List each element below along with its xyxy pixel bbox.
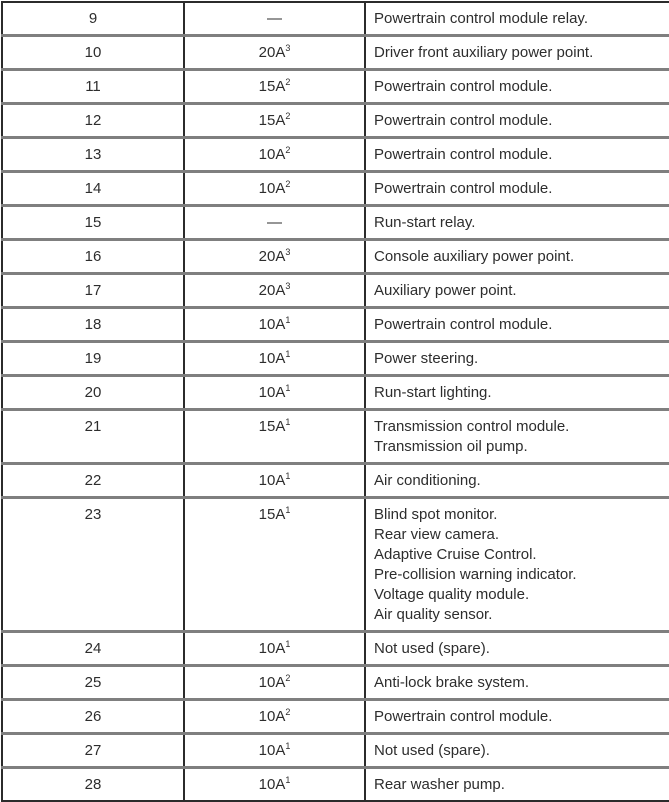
description-line: Powertrain control module.	[374, 708, 553, 725]
table-row	[2, 36, 669, 70]
description-line: Powertrain control module.	[374, 316, 553, 333]
description-line: Not used (spare).	[374, 640, 490, 657]
fuse-number: 19	[84, 350, 102, 367]
table-row	[2, 464, 669, 498]
fuse-number: 11	[85, 78, 101, 95]
rating-superscript: 2	[285, 77, 291, 87]
fuse-description-cell	[365, 172, 669, 206]
fuse-rating: 15A	[258, 506, 286, 523]
fuse-rating: 20A	[258, 282, 286, 299]
fuse-number: 18	[84, 316, 102, 333]
description-line: Voltage quality module.	[374, 586, 530, 603]
fuse-number-cell	[2, 376, 184, 410]
description-line: Not used (spare).	[374, 742, 490, 759]
description-line: Transmission control module.	[374, 418, 570, 435]
table-row	[2, 206, 669, 240]
rating-superscript: 1	[285, 315, 291, 325]
fuse-rating: 20A	[258, 44, 286, 61]
fuse-rating: 15A	[258, 418, 286, 435]
fuse-rating: 10A	[258, 472, 286, 489]
rating-superscript: 1	[285, 471, 291, 481]
description-line: Transmission oil pump.	[374, 438, 528, 455]
fuse-description-cell	[365, 632, 669, 666]
table-row	[2, 666, 669, 700]
fuse-number-cell	[2, 342, 184, 376]
description-line: Air conditioning.	[374, 472, 481, 489]
fuse-number: 10	[84, 44, 102, 61]
rating-superscript: 2	[285, 145, 291, 155]
rating-superscript: 1	[285, 417, 291, 427]
fuse-rating-cell	[184, 376, 365, 410]
rating-superscript: 3	[285, 43, 291, 53]
table-row	[2, 734, 669, 768]
fuse-number: 13	[84, 146, 102, 163]
fuse-rating: 10A	[258, 316, 286, 333]
fuse-number: 25	[84, 674, 102, 691]
fuse-number-cell	[2, 308, 184, 342]
fuse-rating-cell	[184, 172, 365, 206]
description-line: Powertrain control module.	[374, 180, 553, 197]
fuse-rating-cell	[184, 2, 365, 36]
fuse-rating: 10A	[258, 146, 286, 163]
fuse-rating-cell	[184, 138, 365, 172]
table-row	[2, 172, 669, 206]
table-row	[2, 410, 669, 464]
table-row	[2, 632, 669, 666]
fuse-description-cell	[365, 308, 669, 342]
description-line: Blind spot monitor.	[374, 506, 498, 523]
fuse-description-cell	[365, 104, 669, 138]
fuse-number: 28	[84, 776, 102, 793]
fuse-description-cell	[365, 2, 669, 36]
fuse-description-cell	[365, 36, 669, 70]
fuse-number-cell	[2, 172, 184, 206]
fuse-description-cell	[365, 138, 669, 172]
table-row	[2, 308, 669, 342]
fuse-rating: 20A	[258, 248, 286, 265]
fuse-number: 23	[84, 506, 102, 523]
fuse-rating-cell	[184, 104, 365, 138]
description-line: Rear view camera.	[374, 526, 500, 543]
rating-superscript: 2	[285, 673, 291, 683]
fuse-table	[1, 1, 669, 802]
description-line: Run-start relay.	[374, 214, 476, 231]
fuse-number-cell	[2, 274, 184, 308]
rating-superscript: 1	[285, 639, 291, 649]
fuse-number-cell	[2, 666, 184, 700]
fuse-rating-cell	[184, 308, 365, 342]
fuse-rating: 15A	[258, 112, 286, 129]
fuse-rating: 10A	[258, 350, 286, 367]
description-line: Powertrain control module relay.	[374, 10, 588, 27]
fuse-number-cell	[2, 36, 184, 70]
description-line: Powertrain control module.	[374, 78, 553, 95]
table-row	[2, 376, 669, 410]
fuse-description-cell	[365, 240, 669, 274]
table-row	[2, 342, 669, 376]
fuse-description-cell	[365, 274, 669, 308]
fuse-rating: 10A	[258, 640, 286, 657]
fuse-rating-cell	[184, 240, 365, 274]
fuse-number-cell	[2, 700, 184, 734]
rating-superscript: 3	[285, 281, 291, 291]
fuse-description-cell	[365, 464, 669, 498]
rating-superscript: 1	[285, 775, 291, 785]
fuse-number: 17	[84, 282, 102, 299]
fuse-description-cell	[365, 342, 669, 376]
rating-superscript: 2	[285, 111, 291, 121]
fuse-description-cell	[365, 498, 669, 632]
fuse-number: 16	[84, 248, 102, 265]
fuse-number: 12	[84, 112, 102, 129]
fuse-rating: —	[267, 214, 282, 231]
description-line: Driver front auxiliary power point.	[374, 44, 594, 61]
fuse-rating: 10A	[258, 742, 286, 759]
fuse-number: 9	[88, 10, 98, 27]
description-line: Rear washer pump.	[374, 776, 505, 793]
description-line: Anti-lock brake system.	[374, 674, 530, 691]
fuse-description-cell	[365, 410, 669, 464]
fuse-rating-cell	[184, 70, 365, 104]
fuse-rating: 15A	[258, 78, 286, 95]
fuse-number: 24	[84, 640, 102, 657]
description-line: Console auxiliary power point.	[374, 248, 575, 265]
table-row	[2, 70, 669, 104]
description-line: Pre-collision warning indicator.	[374, 566, 577, 583]
fuse-number: 20	[84, 384, 102, 401]
description-line: Adaptive Cruise Control.	[374, 546, 537, 563]
rating-superscript: 1	[285, 349, 291, 359]
table-row	[2, 240, 669, 274]
rating-superscript: 2	[285, 179, 291, 189]
fuse-number-cell	[2, 138, 184, 172]
description-line: Power steering.	[374, 350, 479, 367]
fuse-description-cell	[365, 734, 669, 768]
fuse-rating-cell	[184, 666, 365, 700]
table-row	[2, 138, 669, 172]
fuse-rating: 10A	[258, 674, 286, 691]
table-row	[2, 2, 669, 36]
fuse-description-cell	[365, 666, 669, 700]
fuse-description-cell	[365, 376, 669, 410]
description-line: Run-start lighting.	[374, 384, 492, 401]
rating-superscript: 1	[285, 505, 291, 515]
rating-superscript: 1	[285, 741, 291, 751]
fuse-number: 15	[84, 214, 102, 231]
fuse-number-cell	[2, 2, 184, 36]
description-line: Powertrain control module.	[374, 146, 553, 163]
fuse-number: 14	[84, 180, 102, 197]
table-row	[2, 700, 669, 734]
description-line: Air quality sensor.	[374, 606, 493, 623]
table-row	[2, 104, 669, 138]
rating-superscript: 2	[285, 707, 291, 717]
fuse-number-cell	[2, 104, 184, 138]
fuse-rating: 10A	[258, 776, 286, 793]
fuse-rating-cell	[184, 410, 365, 464]
fuse-rating: —	[267, 10, 282, 27]
fuse-number: 26	[84, 708, 102, 725]
description-line: Powertrain control module.	[374, 112, 553, 129]
fuse-number: 27	[84, 742, 102, 759]
fuse-description-cell	[365, 206, 669, 240]
fuse-rating-cell	[184, 734, 365, 768]
fuse-rating-cell	[184, 464, 365, 498]
table-row	[2, 274, 669, 308]
fuse-description-cell	[365, 70, 669, 104]
fuse-rating: 10A	[258, 708, 286, 725]
description-line: Auxiliary power point.	[374, 282, 517, 299]
fuse-rating: 10A	[258, 384, 286, 401]
fuse-number-cell	[2, 70, 184, 104]
fuse-rating-cell	[184, 342, 365, 376]
rating-superscript: 1	[285, 383, 291, 393]
fuse-rating-cell	[184, 274, 365, 308]
fuse-number-cell	[2, 632, 184, 666]
fuse-rating-cell	[184, 206, 365, 240]
fuse-description-cell	[365, 700, 669, 734]
fuse-number-cell	[2, 240, 184, 274]
fuse-number: 21	[84, 418, 102, 435]
fuse-rating-cell	[184, 632, 365, 666]
fuse-number-cell	[2, 498, 184, 632]
fuse-rating: 10A	[258, 180, 286, 197]
fuse-number-cell	[2, 410, 184, 464]
fuse-number-cell	[2, 464, 184, 498]
fuse-rating-cell	[184, 700, 365, 734]
rating-superscript: 3	[285, 247, 291, 257]
fuse-rating-cell	[184, 36, 365, 70]
table-row	[2, 498, 669, 632]
fuse-number-cell	[2, 206, 184, 240]
fuse-number: 22	[84, 472, 102, 489]
fuse-rating-cell	[184, 498, 365, 632]
fuse-table-body	[2, 2, 669, 801]
fuse-number-cell	[2, 734, 184, 768]
